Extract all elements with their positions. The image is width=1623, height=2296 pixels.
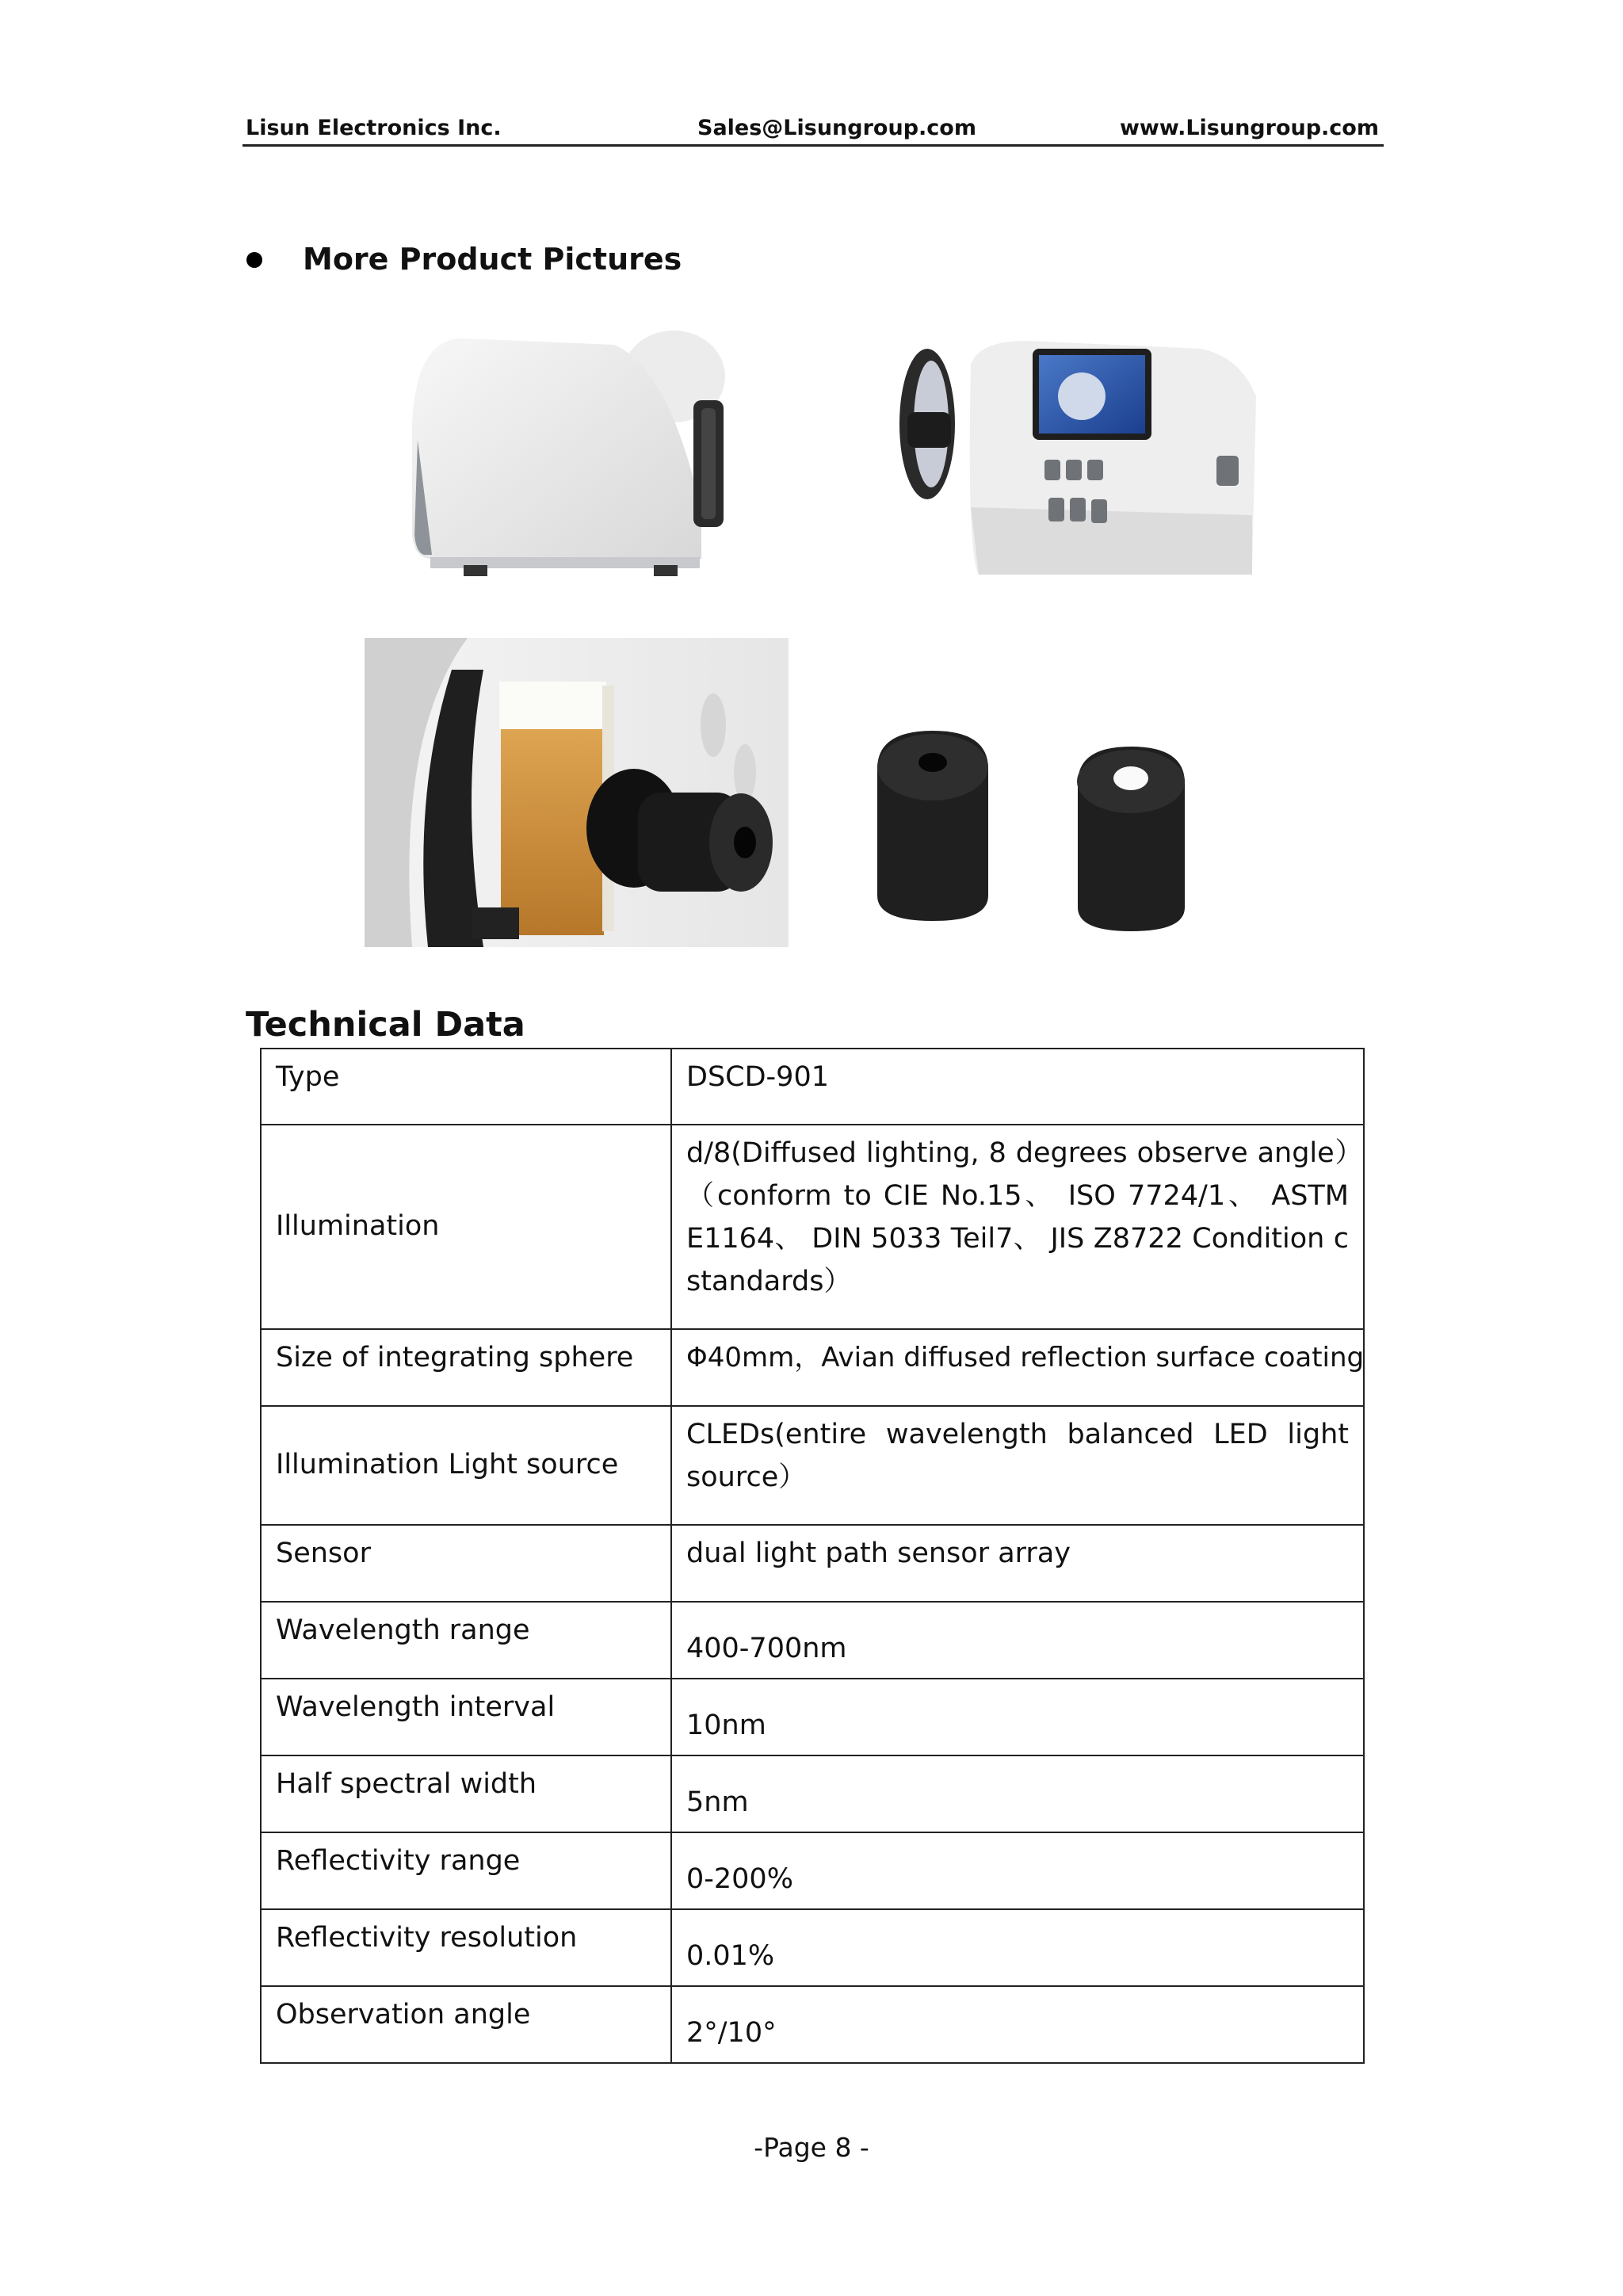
row-label: Illumination bbox=[261, 1125, 671, 1329]
product-image-side-view bbox=[400, 321, 753, 586]
page-number: -Page 8 - bbox=[754, 2132, 869, 2163]
table-row bbox=[261, 1602, 1364, 1679]
row-value: 2°/10° bbox=[671, 1986, 1364, 2063]
table-row bbox=[261, 1832, 1364, 1909]
table-row bbox=[261, 1909, 1364, 1986]
row-label: Sensor bbox=[261, 1525, 671, 1602]
product-image-front-view bbox=[892, 317, 1264, 590]
row-value: 5nm bbox=[671, 1755, 1364, 1832]
header-email[interactable]: Sales@Lisungroup.com bbox=[697, 116, 976, 140]
table-row bbox=[261, 1755, 1364, 1832]
bullet-icon bbox=[246, 252, 262, 268]
row-label: Illumination Light source bbox=[261, 1406, 671, 1525]
product-image-calibration-caps bbox=[868, 713, 1201, 959]
section-heading-pictures: More Product Pictures bbox=[303, 242, 682, 277]
row-value: d/8(Diffused lighting, 8 degrees observe angle）（conform to CIE No.15、 ISO 7724/1、 ASTM E1164、 DIN 5033 Teil7、 JIS Z8722 Condition c standards） bbox=[671, 1125, 1364, 1329]
row-value: DSCD-901 bbox=[671, 1049, 1364, 1125]
table-row bbox=[261, 1329, 1364, 1406]
row-value: CLEDs(entire wavelength balanced LED light source） bbox=[671, 1406, 1364, 1525]
section-heading-technical-data: Technical Data bbox=[246, 1005, 525, 1045]
table-row bbox=[261, 1125, 1364, 1329]
row-value: 10nm bbox=[671, 1679, 1364, 1755]
row-value: 0-200% bbox=[671, 1832, 1364, 1909]
row-value: 400-700nm bbox=[671, 1602, 1364, 1679]
page-header bbox=[242, 113, 1384, 147]
header-company: Lisun Electronics Inc. bbox=[246, 116, 502, 140]
table-row bbox=[261, 1049, 1364, 1125]
row-label: Reflectivity resolution bbox=[261, 1909, 671, 1986]
product-image-cuvette-closeup bbox=[365, 638, 789, 947]
table-row bbox=[261, 1406, 1364, 1525]
row-label: Half spectral width bbox=[261, 1755, 671, 1832]
table-row bbox=[261, 1986, 1364, 2063]
technical-data-table bbox=[260, 1048, 1365, 2064]
table-row bbox=[261, 1525, 1364, 1602]
table-row bbox=[261, 1679, 1364, 1755]
row-value: dual light path sensor array bbox=[671, 1525, 1364, 1602]
row-label: Wavelength interval bbox=[261, 1679, 671, 1755]
row-label: Type bbox=[261, 1049, 671, 1125]
header-website[interactable]: www.Lisungroup.com bbox=[1119, 116, 1379, 140]
row-label: Size of integrating sphere bbox=[261, 1329, 671, 1406]
row-value: Φ40mm，Avian diffused reflection surface coating bbox=[671, 1329, 1364, 1406]
row-value: 0.01% bbox=[671, 1909, 1364, 1986]
row-label: Wavelength range bbox=[261, 1602, 671, 1679]
row-label: Observation angle bbox=[261, 1986, 671, 2063]
row-label: Reflectivity range bbox=[261, 1832, 671, 1909]
